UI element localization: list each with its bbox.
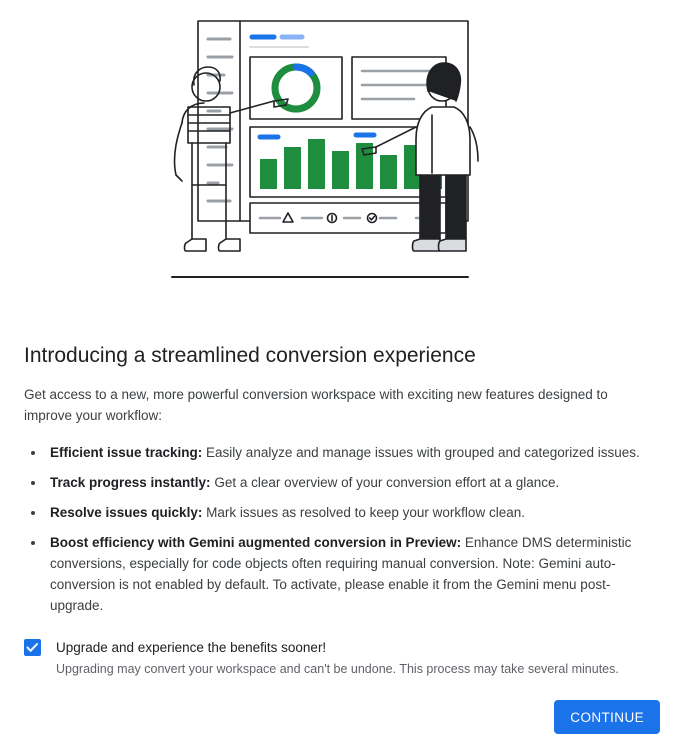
upgrade-checkbox-label: Upgrade and experience the benefits sooner! [56,640,327,655]
list-item [46,472,660,493]
continue-button[interactable]: CONTINUE [554,700,660,734]
feature-desc: Easily analyze and manage issues with grouped and categorized issues. [202,445,640,460]
feature-title: Track progress instantly: [50,475,211,490]
list-item [46,442,660,463]
dialog-intro: Get access to a new, more powerful conversion workspace with exciting new features designed to improve your workflow: [24,387,608,423]
feature-desc: Get a clear overview of your conversion effort at a glance. [210,475,560,490]
feature-title: Boost efficiency with Gemini augmented conversion in Preview: [50,535,462,550]
upgrade-checkbox-texts [56,638,619,678]
feature-title: Efficient issue tracking: [50,445,203,460]
upgrade-checkbox-row[interactable] [24,638,660,678]
upgrade-checkbox-sublabel: Upgrading may convert your workspace and can't be undone. This process may take several minutes. [56,662,619,676]
check-icon [26,641,39,654]
feature-desc: Enhance DMS deterministic conversions, especially for code objects often requiring manual conversion. Note: Gemini auto-conversion is not enabled by default. To activate, please enable it from the Gemini menu post-upgrade. [50,535,632,613]
upgrade-checkbox[interactable] [24,639,41,656]
list-item [46,502,660,523]
feature-title: Resolve issues quickly: [50,505,203,520]
conversion-dashboard-illustration [0,0,684,320]
list-item [46,532,660,616]
dialog-content [0,320,684,678]
dialog-footer [0,678,684,756]
feature-desc: Mark issues as resolved to keep your workflow clean. [202,505,525,520]
feature-list [24,442,660,616]
page-title: Introducing a streamlined conversion experience [24,344,476,367]
